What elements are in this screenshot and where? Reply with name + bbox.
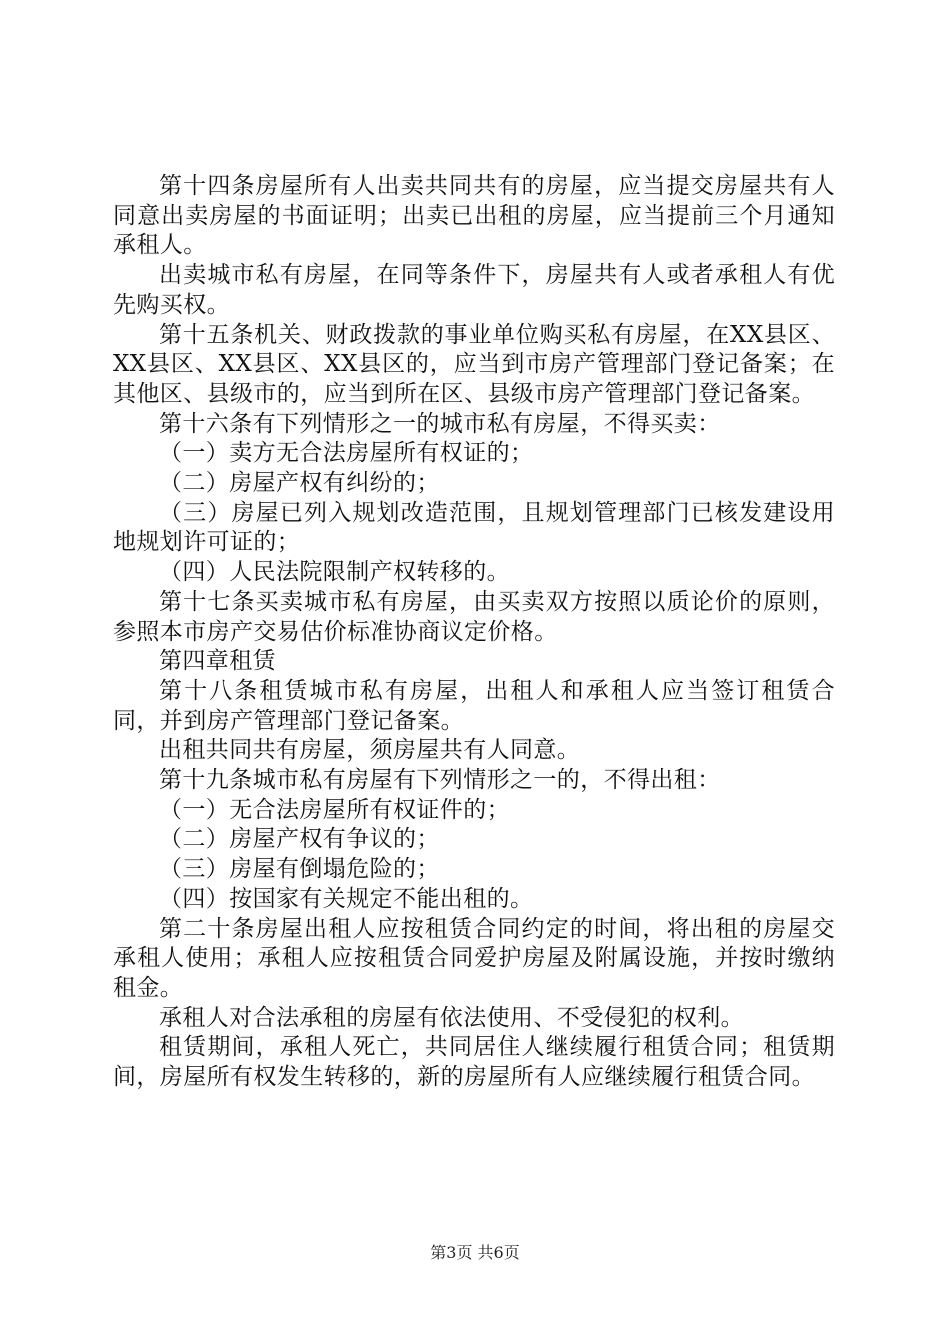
list-item-16-3: （三）房屋已列入规划改造范围，且规划管理部门已核发建设用地规划许可证的； bbox=[113, 499, 835, 556]
paragraph-article-16: 第十六条有下列情形之一的城市私有房屋，不得买卖： bbox=[159, 410, 721, 437]
paragraph-article-14: 第十四条房屋所有人出卖共同共有的房屋，应当提交房屋共有人同意出卖房屋的书面证明；出卖已出租的房屋，应当提前三个月通知承租人。 bbox=[113, 173, 835, 259]
paragraph-article-20: 第二十条房屋出租人应按租赁合同约定的时间，将出租的房屋交承租人使用；承租人应按租赁合同爱护房屋及附属设施，并按时缴纳租金。 bbox=[113, 915, 835, 1001]
paragraph-article-15: 第十五条机关、财政拨款的事业单位购买私有房屋，在XX县区、XX县区、XX县区、XX县区的，应当到市房产管理部门登记备案；在其他区、县级市的，应当到所在区、县级市房产管理部门登记备案。 bbox=[113, 321, 835, 407]
paragraph-tenant-rights: 承租人对合法承租的房屋有依法使用、不受侵犯的权利。 bbox=[159, 1004, 744, 1031]
list-item-19-1: （一）无合法房屋所有权证件的； bbox=[159, 796, 510, 823]
paragraph-preemption-right: 出卖城市私有房屋，在同等条件下，房屋共有人或者承租人有优先购买权。 bbox=[113, 262, 835, 318]
paragraph-article-18: 第十八条租赁城市私有房屋，出租人和承租人应当签订租赁合同，并到房产管理部门登记备案。 bbox=[113, 677, 835, 734]
list-item-19-3: （三）房屋有倒塌危险的； bbox=[159, 856, 440, 883]
paragraph-joint-lease: 出租共同共有房屋，须房屋共有人同意。 bbox=[159, 737, 581, 764]
list-item-16-1: （一）卖方无合法房屋所有权证的； bbox=[159, 440, 534, 467]
list-item-16-2: （二）房屋产权有纠纷的； bbox=[159, 470, 440, 497]
paragraph-lease-continuation: 租赁期间，承租人死亡，共同居住人继续履行租赁合同；租赁期间，房屋所有权发生转移的，新的房屋所有人应继续履行租赁合同。 bbox=[113, 1034, 835, 1091]
page-number-footer: 第3页 共6页 bbox=[430, 1243, 520, 1262]
list-item-19-2: （二）房屋产权有争议的； bbox=[159, 826, 440, 853]
document-body bbox=[113, 172, 835, 1093]
list-item-19-4: （四）按国家有关规定不能出租的。 bbox=[159, 885, 534, 912]
paragraph-article-19: 第十九条城市私有房屋有下列情形之一的，不得出租： bbox=[159, 767, 721, 794]
list-item-16-4: （四）人民法院限制产权转移的。 bbox=[159, 559, 510, 586]
paragraph-article-17: 第十七条买卖城市私有房屋，由买卖双方按照以质论价的原则，参照本市房产交易估价标准协商议定价格。 bbox=[113, 588, 835, 645]
chapter-heading-lease: 第四章租赁 bbox=[159, 648, 276, 675]
